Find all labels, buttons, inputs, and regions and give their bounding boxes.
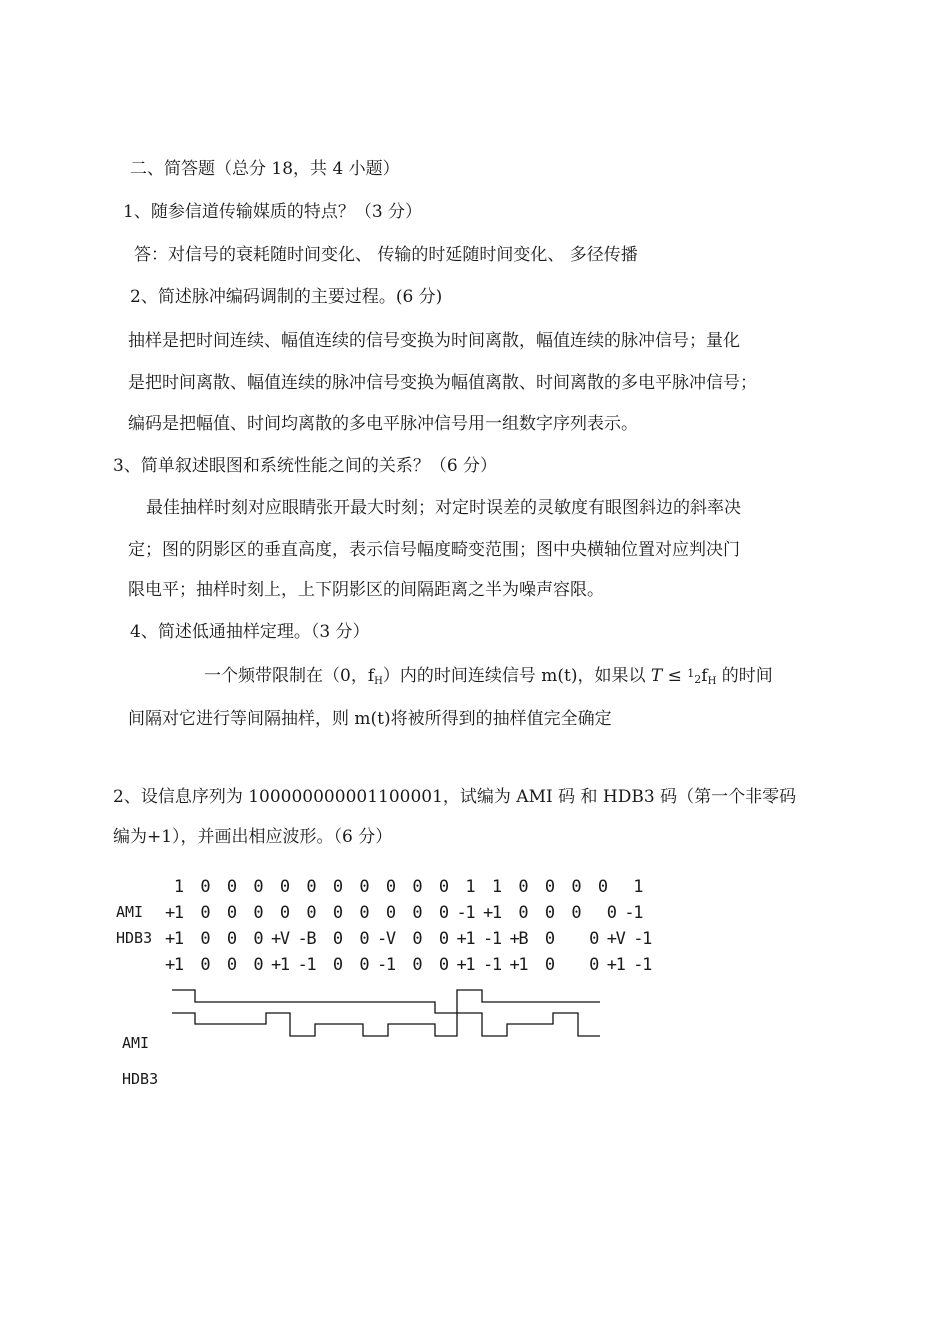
answer-2-line-3: 编码是把幅值、时间均离散的多电平脉冲信号用一组数字序列表示。	[128, 414, 638, 434]
leq-symbol: ≤	[662, 666, 688, 686]
answer-4-text-c: 的时间	[716, 666, 773, 686]
answer-2-line-2: 是把时间离散、幅值连续的脉冲信号变换为幅值离散、时间离散的多电平脉冲信号；	[128, 373, 757, 393]
fraction-denominator: 2	[694, 673, 702, 686]
hdb3-waveform	[172, 1013, 600, 1036]
problem-2-line-2: 编为+1），并画出相应波形。（6 分）	[113, 827, 393, 847]
answer-4-line-2: 间隔对它进行等间隔抽样，则 m(t)将被所得到的抽样值完全确定	[128, 709, 612, 729]
subscript-h-2: H	[707, 676, 717, 687]
subscript-h: H	[374, 676, 383, 687]
answer-2-line-1: 抽样是把时间连续、幅值连续的信号变换为时间离散，幅值连续的脉冲信号；量化	[128, 331, 740, 351]
answer-3-line-3: 限电平；抽样时刻上，上下阴影区的间隔距离之半为噪声容限。	[128, 580, 604, 600]
answer-3-line-2: 定；图的阴影区的垂直高度，表示信号幅度畸变范围；图中央横轴位置对应判决门	[128, 540, 740, 560]
hdb3-row: +1 0 0 0 +V -B 0 0 -V 0 0 +1 -1 +B 0 0 +V -1	[165, 929, 651, 949]
hdb3-row-label: HDB3	[116, 929, 153, 947]
answer-4-text-a: 一个频带限制在（0，f	[204, 666, 375, 686]
hdb3-row-2: +1 0 0 0 +1 -1 0 0 -1 0 0 +1 -1 +1 0 0 +1 -1	[165, 955, 651, 975]
answer-4-text-b: ）内的时间连续信号 m(t)，如果以	[382, 666, 651, 686]
bits-row: 1 0 0 0 0 0 0 0 0 0 0 1 1 0 0 0 0 1	[165, 877, 643, 897]
hdb3-waveform-label: HDB3	[122, 1070, 159, 1088]
freq-symbol: f	[701, 666, 708, 686]
question-4: 4、简述低通抽样定理。（3 分）	[130, 622, 370, 642]
question-3: 3、简单叙述眼图和系统性能之间的关系？（6 分）	[113, 456, 498, 476]
ami-row: +1 0 0 0 0 0 0 0 0 0 0 -1 +1 0 0 0 0 -1	[165, 903, 643, 923]
problem-2-line-1: 2、设信息序列为 100000000001100001，试编为 AMI 码 和 HDB3 码（第一个非零码	[113, 787, 797, 807]
ami-waveform	[172, 990, 600, 1013]
answer-1: 答：对信号的衰耗随时间变化、 传输的时延随时间变化、 多径传播	[134, 245, 638, 265]
ami-row-label: AMI	[116, 903, 144, 921]
question-1: 1、随参信道传输媒质的特点？（3 分）	[123, 202, 423, 222]
question-2: 2、简述脉冲编码调制的主要过程。(6 分)	[130, 287, 443, 307]
section-heading: 二、简答题（总分 18，共 4 小题）	[130, 159, 400, 179]
fraction-numerator: 1	[687, 667, 695, 680]
ami-waveform-label: AMI	[122, 1034, 150, 1052]
answer-3-line-1: 最佳抽样时刻对应眼睛张开最大时刻；对定时误差的灵敏度有眼图斜边的斜率决	[146, 498, 741, 518]
period-symbol: T	[650, 666, 663, 686]
